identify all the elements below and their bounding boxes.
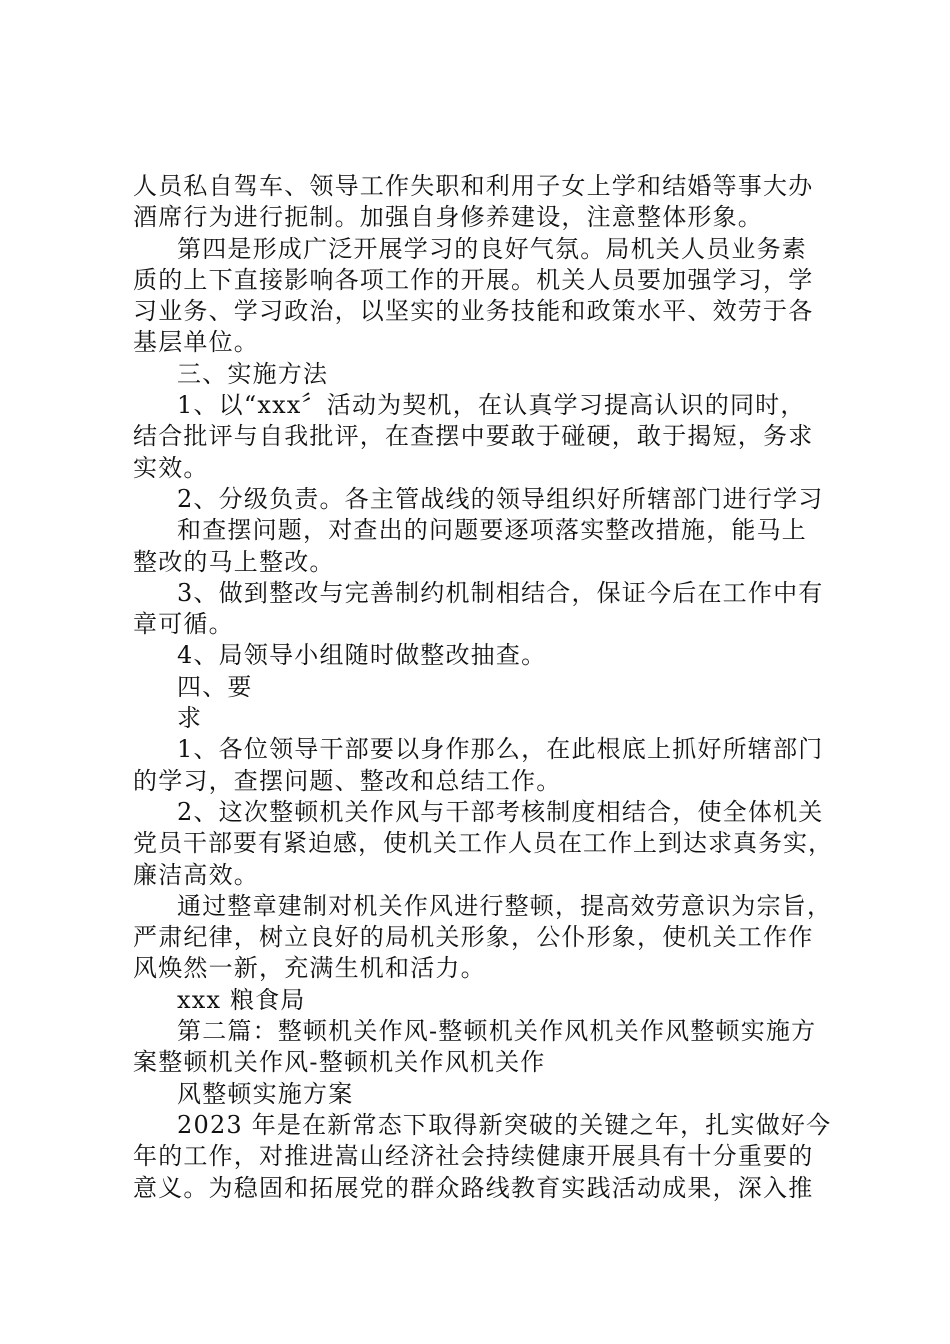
text-line: 基层单位。 — [133, 328, 259, 357]
text-line: 3、做到整改与完善制约机制相结合，保证今后在工作中有 — [177, 578, 824, 607]
text-line: 年的工作，对推进嵩山经济社会持续健康开展具有十分重要的 — [133, 1142, 814, 1171]
section-heading: 三、实施方法 — [177, 359, 329, 388]
text-line: 2、这次整顿机关作风与干部考核制度相结合，使全体机关 — [177, 797, 824, 826]
chapter-title: 风整顿实施方案 — [177, 1079, 354, 1108]
chapter-title: 第二篇：整顿机关作风-整顿机关作风机关作风整顿实施方 — [177, 1017, 817, 1046]
text-line: 酒席行为进行扼制。加强自身修养建设，注意整体形象。 — [133, 203, 763, 232]
text-line: 1、以“xxx〞活动为契机，在认真学习提高认识的同时， — [177, 391, 806, 420]
text-line: 党员干部要有紧迫感，使机关工作人员在工作上到达求真务实， — [133, 829, 833, 858]
text-line: 质的上下直接影响各项工作的开展。机关人员要加强学习，学 — [133, 265, 814, 294]
text-line: 章可循。 — [133, 610, 234, 639]
signature-line: xxx 粮食局 — [177, 985, 306, 1014]
text-line: 整改的马上整改。 — [133, 547, 335, 576]
text-line: 的学习，查摆问题、整改和总结工作。 — [133, 766, 562, 795]
document-body — [133, 171, 833, 1204]
text-line: 廉洁高效。 — [133, 860, 259, 889]
text-line: 严肃纪律，树立良好的局机关形象，公仆形象，使机关工作作 — [133, 923, 814, 952]
text-line: 通过整章建制对机关作风进行整顿，提高效劳意识为宗旨， — [177, 891, 833, 920]
text-line: 第四是形成广泛开展学习的良好气氛。局机关人员业务素 — [177, 234, 807, 263]
text-line: 风焕然一新，充满生机和活力。 — [133, 954, 486, 983]
text-line: 1、各位领导干部要以身作那么，在此根底上抓好所辖部门 — [177, 735, 824, 764]
text-line: 人员私自驾车、领导工作失职和利用子女上学和结婚等事大办 — [133, 172, 814, 200]
text-line: 和查摆问题，对查出的问题要逐项落实整改措施，能马上 — [177, 516, 807, 545]
text-line: 2023 年是在新常态下取得新突破的关键之年，扎实做好今 — [177, 1110, 832, 1139]
text-line: 意义。为稳固和拓展党的群众路线教育实践活动成果，深入推 — [133, 1173, 814, 1202]
text-line: 习业务、学习政治，以坚实的业务技能和政策水平、效劳于各 — [133, 297, 814, 326]
text-line: 实效。 — [133, 453, 209, 482]
chapter-title: 案整顿机关作风-整顿机关作风机关作 — [133, 1048, 546, 1077]
text-line: 4、局领导小组随时做整改抽查。 — [177, 641, 547, 670]
text-line: 2、分级负责。各主管战线的领导组织好所辖部门进行学习 — [177, 484, 824, 513]
text-line: 结合批评与自我批评，在查摆中要敢于碰硬，敢于揭短，务求 — [133, 422, 814, 451]
section-heading: 四、要 — [177, 672, 253, 701]
section-heading: 求 — [177, 704, 203, 733]
